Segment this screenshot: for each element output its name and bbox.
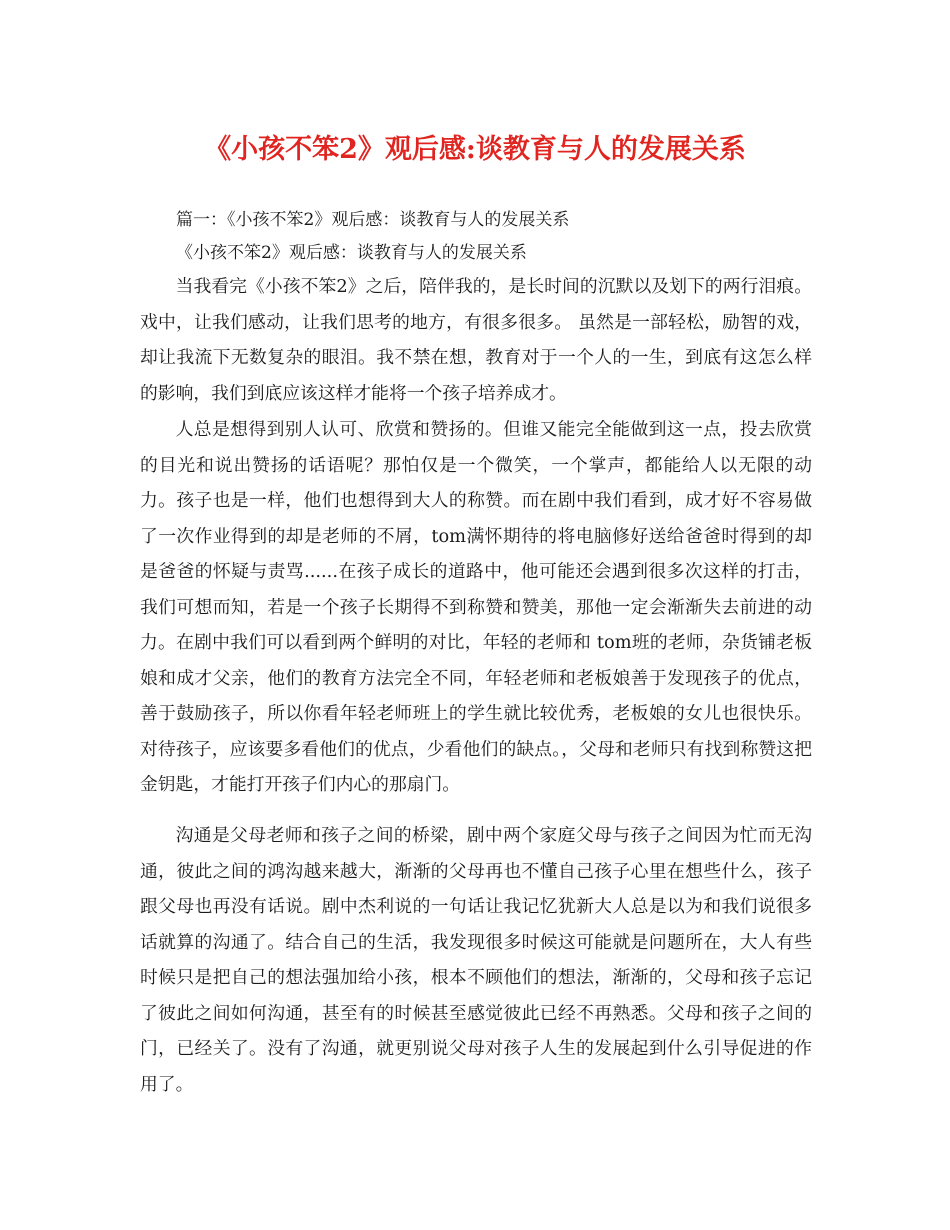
paragraph-praise: 人总是想得到别人认可、欣赏和赞扬的。但谁又能完全能做到这一点，投去欣赏的目光和说出赞扬的话语呢？那怕仅是一个微笑，一个掌声，都能给人以无限的动力。孩子也是一样，他们也想得到大人的称赞。而在剧中我们看到，成才好不容易做了一次作业得到的却是老师的不屑，tom满怀期待的将电脑修好送给爸爸时得到的却是爸爸的怀疑与责骂......在孩子成长的道路中，他可能还会遇到很多次这样的打击，我们可想而知，若是一个孩子长期得不到称赞和赞美，那他一定会渐渐失去前进的动力。在剧中我们可以看到两个鲜明的对比，年轻的老师和 tom班的老师，杂货铺老板娘和成才父亲，他们的教育方法完全不同，年轻老师和老板娘善于发现孩子的优点，善于鼓励孩子，所以你看年轻老师班上的学生就比较优秀，老板娘的女儿也很快乐。对待孩子，应该要多看他们的优点，少看他们的缺点。，父母和老师只有找到称赞这把金钥匙，才能打开孩子们内心的那扇门。 [140, 419, 812, 795]
subheading-article: 《小孩不笨2》观后感：谈教育与人的发展关系 [176, 243, 527, 263]
paragraph-intro: 当我看完《小孩不笨2》之后，陪伴我的，是长时间的沉默以及划下的两行泪痕。戏中，让我们感动，让我们思考的地方，有很多很多。 虽然是一部轻松，励智的戏，却让我流下无数复杂的眼泪。我不禁在想，教育对于一个人的一生，到底有这怎么样的影响，我们到底应该这样才能将一个孩子培养成才。 [140, 276, 812, 404]
document-title: 《小孩不笨2》观后感:谈教育与人的发展关系 [204, 134, 746, 165]
paragraph-communication: 沟通是父母老师和孩子之间的桥梁，剧中两个家庭父母与孩子之间因为忙而无沟通，彼此之间的鸿沟越来越大，渐渐的父母再也不懂自己孩子心里在想些什么，孩子跟父母也再没有话说。剧中杰利说的一句话让我记忆犹新大人总是以为和我们说很多话就算的沟通了。结合自己的生活，我发现很多时候这可能就是问题所在，大人有些时候只是把自己的想法强加给小孩，根本不顾他们的想法，渐渐的，父母和孩子忘记了彼此之间如何沟通，甚至有的时候甚至感觉彼此已经不再熟悉。父母和孩子之间的门，已经关了。没有了沟通，就更别说父母对孩子人生的发展起到什么引导促进的作用了。 [140, 825, 812, 1095]
subheading-chapter: 篇一：《小孩不笨2》观后感：谈教育与人的发展关系 [176, 210, 570, 230]
